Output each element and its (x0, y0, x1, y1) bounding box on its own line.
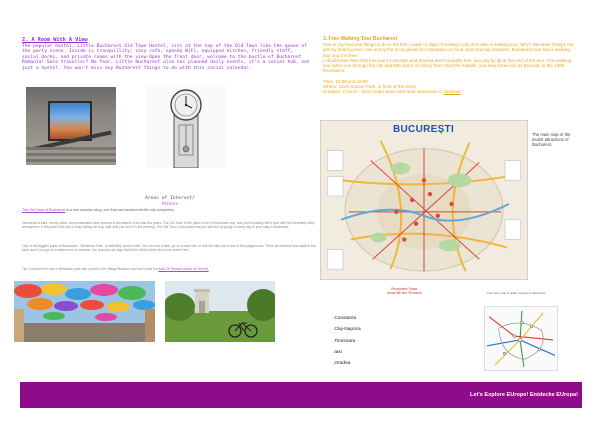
map-title: BUCUREȘTI (393, 124, 455, 135)
cities-header-line-1: Principalele Orase (391, 287, 418, 291)
umbrella-caption: Lipscani Umbrella Street (118, 334, 153, 338)
list-item: .Cluj-Napoca (333, 327, 361, 333)
staircase-window-photo (26, 87, 116, 165)
list-item: .Iasi (333, 349, 342, 355)
areas-paragraph-1: Hundreds of bars, trendy cafes, and restaurants have opened in Bucharest in the last few years. The Old Town is the place to be in Bucharest now, and you'll instantly fall in love with the incredibly lively atmosphere. If this part of the city is busy during the day, wait until you see it in the evening. The Old Town is the place that you will end up going to every day of your stay in Bucharest. (22, 221, 315, 230)
footer-text: Let's Explore EUrope! Entdecke EUropa! (470, 392, 578, 398)
map-caption: The main map of the tourist attractions of Bucharest. (532, 132, 571, 147)
section3-title: 3. Free Walking Tour Bucharest (323, 36, 398, 42)
tour-duration-text: Duration: 2 hours - don't forget water and wear sunscreen in (323, 89, 444, 95)
metro-map (484, 306, 558, 371)
section2-title: 2. A Room With A View (22, 37, 88, 43)
areas-intro-text: is a real success story, one that has transformed the city completely. (65, 208, 175, 212)
section2-body: The popular hostel, Little Bucharest Old Town Hostel, sits at the top of the Old Town like the queen of the party scene. Inside is tranquillity; cosy cafe, speedy WiFi, equipped kitchen, friendly staff, social dorms, and private rooms with the view.Open the front door, welcome to the bustle of Bucharest Romania! Solo traveller? No fear, Little Bucharest also has planned daily events, it's a social hub, not just a hostel. You won't miss any Bucharest things to do with this social calendar. (22, 44, 310, 71)
section3-paragraph-2: I should note here that free tours in Europe and beyond aren't actually free, you pay by tip at the end of the tour. This walking tour takes you through the city and 500 years of history from Vlad the Impaler, you may know him as Dracula, to the 1989 Revolution. (323, 57, 572, 74)
cities-header-line-2: Areas We can /Romania (387, 290, 422, 295)
metro-caption: The metro map of public transport in Bucharest. (487, 291, 547, 295)
tour-time: Time: 10:00 and 18:00 (323, 78, 368, 84)
section3-body (323, 42, 577, 95)
bucharest-tourist-map (320, 120, 528, 280)
old-town-link[interactable]: The Old Town of Bucharest (22, 208, 66, 212)
arch-of-triumph-link[interactable]: Arch Of Triumph (Arcul de Triumf). (158, 267, 209, 271)
list-item: .Timisoara (333, 338, 356, 344)
tour-duration (323, 89, 577, 94)
section3-paragraph-1: One of my favourite things to do in the first couple of days of visiting a city is to take a walking tour. Why? Because it helps me get my bearing and I can annoy the local guides for inspiration on food, bars and top activities. Bucharest now has a walking tour and it is free. (323, 42, 574, 58)
areas-title: Areas of Interest/ (145, 196, 195, 201)
summer-link[interactable]: Summer (443, 89, 461, 95)
tour-where: Where: Unirii Square Park, in front of the Clock (323, 84, 417, 90)
areas-subtitle: Athens (161, 202, 179, 207)
areas-paragraph-2: One of the biggest parks of Bucharest - Herastrau Park - is definitely worth a visit. You can rent a bike, go on a boat ride, or hire the kids out in one of the playgrounds. There are several food stalls in the park, and if you go on a weekend or in summer, the chances are high that there will be some kind of an event here. (22, 244, 316, 253)
grandfather-clock-drawing (146, 85, 226, 168)
arch-park-photo (165, 281, 275, 342)
list-item: .Constanta (333, 316, 357, 321)
areas-intro (22, 208, 322, 212)
umbrella-street-photo (14, 281, 155, 342)
cities-header (387, 288, 422, 296)
areas-tip (22, 267, 322, 271)
areas-tip-text: Tip: Combine this visit to Herastrau park with a visit to the Village Museum and don't miss the (22, 267, 159, 271)
list-item: .Oradea (333, 361, 351, 367)
cities-list (333, 313, 361, 369)
